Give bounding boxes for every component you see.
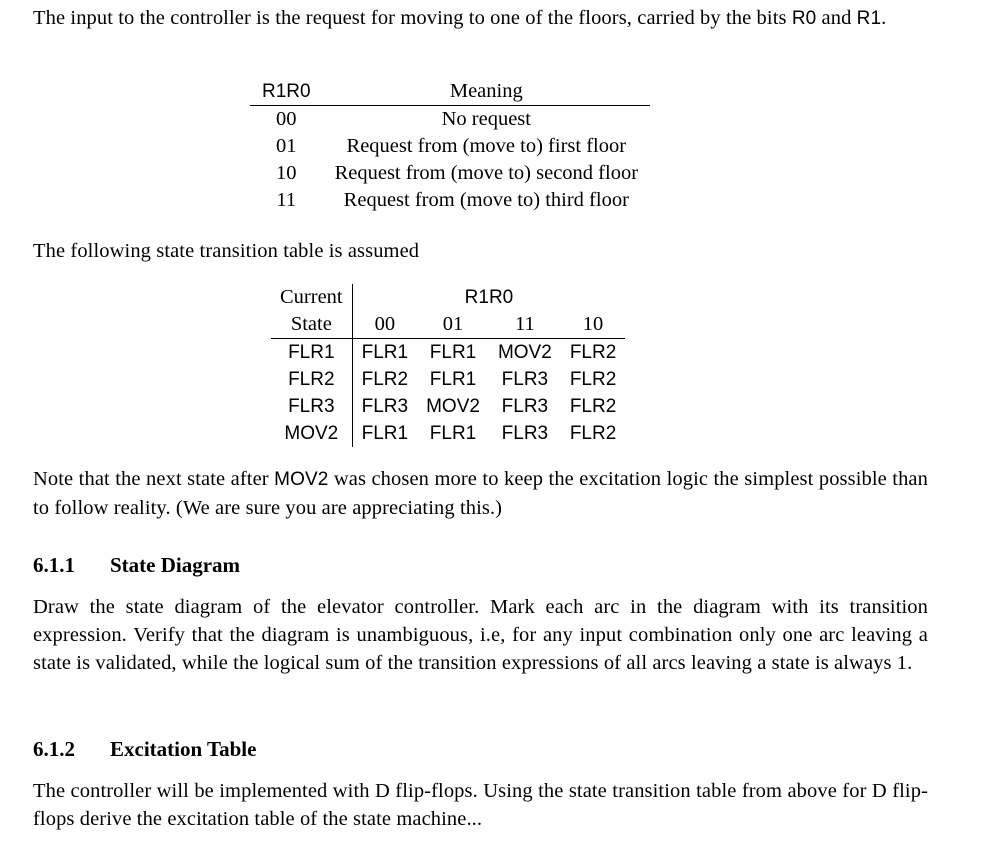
- meaning-text-cell: Request from (move to) third floor: [343, 189, 629, 211]
- current-state-cell: FLR3: [271, 393, 352, 420]
- next-state-cell: FLR1: [361, 423, 409, 444]
- note-text-suffix: was chosen more to keep the excitation logic the simplest possible than to follow reality. (We are sure you are appreciating this.): [33, 468, 928, 519]
- next-state-cell: MOV2: [426, 396, 480, 417]
- state-transition-table: [271, 284, 625, 447]
- section-number: 6.1.1: [33, 553, 75, 577]
- request-meaning-table: [250, 78, 650, 214]
- meaning-code-cell: 00: [276, 108, 297, 130]
- state-table-row: [271, 366, 625, 393]
- state-table-input-column: 11: [489, 311, 561, 339]
- meaning-text-cell: Request from (move to) second floor: [334, 162, 639, 184]
- meaning-table-header-row: [250, 78, 650, 106]
- next-state-cell: FLR3: [501, 396, 549, 417]
- next-state-cell: FLR2: [569, 369, 617, 390]
- section-heading-excitation-table: [33, 735, 256, 763]
- intro-bit-r0: R0: [791, 8, 817, 29]
- meaning-code-cell: 01: [276, 135, 297, 157]
- meaning-table-header-meaning: Meaning: [323, 78, 650, 106]
- excitation-table-paragraph: The controller will be implemented with D flip-flops. Using the state transition table from above for D flip-flops derive the excitation table of the state machine...: [33, 780, 928, 830]
- state-diagram-paragraph: Draw the state diagram of the elevator controller. Mark each arc in the diagram with its transition expression. Verify that the diagram is unambiguous, i.e, for any input combination only one arc leaving a state is validated, while the logical sum of the transition expressions of all arcs leaving a state is always 1.: [33, 596, 928, 674]
- note-state: MOV2: [274, 469, 329, 490]
- meaning-text-cell: No request: [441, 108, 531, 130]
- section-title-text: State Diagram: [110, 553, 241, 577]
- note-paragraph: [33, 465, 928, 522]
- meaning-table-row: [250, 133, 650, 160]
- state-table-input-column: 01: [417, 311, 489, 339]
- state-table-input-column: 00: [352, 311, 417, 339]
- next-state-cell: FLR3: [501, 423, 549, 444]
- current-state-cell: FLR1: [271, 339, 352, 367]
- next-state-cell: FLR1: [429, 423, 477, 444]
- state-table-row: [271, 420, 625, 447]
- note-text-prefix: Note that the next state after: [33, 468, 275, 490]
- next-state-cell: FLR1: [429, 369, 477, 390]
- next-state-cell: FLR2: [569, 396, 617, 417]
- next-state-cell: FLR2: [569, 423, 617, 444]
- section-title-text: Excitation Table: [110, 737, 257, 761]
- state-table-header-row-1: [271, 284, 625, 311]
- intro-text-and: and: [816, 7, 857, 29]
- next-state-cell: FLR2: [569, 342, 617, 363]
- current-state-cell: MOV2: [271, 420, 352, 447]
- meaning-code-cell: 10: [276, 162, 297, 184]
- intro-text-prefix: The input to the controller is the request for moving to one of the floors, carried by the bits: [33, 7, 792, 29]
- state-table-header-input: R1R0: [464, 287, 514, 308]
- intro-bit-r1: R1: [856, 8, 882, 29]
- meaning-table-row: [250, 187, 650, 214]
- state-table-row: [271, 339, 625, 367]
- state-table-header-current: Current: [271, 284, 352, 311]
- transition-intro: The following state transition table is assumed: [33, 240, 420, 262]
- meaning-code-cell: 11: [276, 189, 297, 211]
- current-state-cell: FLR2: [271, 366, 352, 393]
- state-table-header-row-2: [271, 311, 625, 339]
- intro-paragraph: [33, 4, 928, 33]
- next-state-cell: FLR3: [361, 396, 409, 417]
- next-state-cell: FLR3: [501, 369, 549, 390]
- next-state-cell: FLR2: [361, 369, 409, 390]
- meaning-text-cell: Request from (move to) first floor: [346, 135, 627, 157]
- intro-text-suffix: .: [881, 7, 887, 29]
- state-table-row: [271, 393, 625, 420]
- meaning-table-header-code: R1R0: [250, 78, 323, 106]
- section-heading-state-diagram: [33, 551, 240, 579]
- next-state-cell: FLR1: [429, 342, 477, 363]
- next-state-cell: MOV2: [497, 342, 552, 363]
- meaning-table-row: [250, 160, 650, 187]
- section-number: 6.1.2: [33, 737, 75, 761]
- meaning-table-row: [250, 106, 650, 134]
- state-table-header-state: State: [271, 311, 352, 339]
- next-state-cell: FLR1: [361, 342, 409, 363]
- state-table-input-column: 10: [561, 311, 625, 339]
